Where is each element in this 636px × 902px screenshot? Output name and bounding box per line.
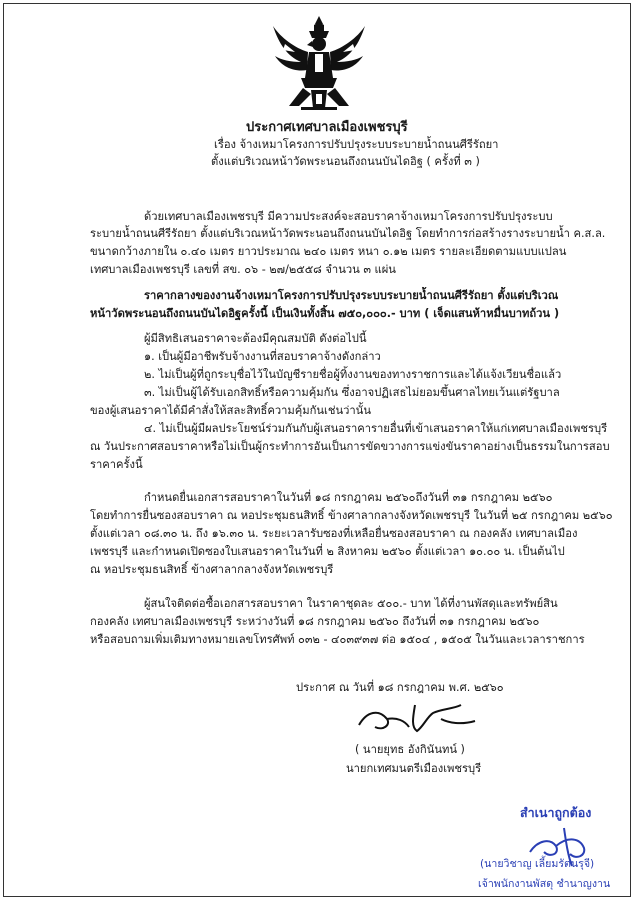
qualification-line: ๓. ไม่เป็นผู้ได้รับเอกสิทธิ์หรือความคุ้มกัน ซึ่งอาจปฏิเสธไม่ยอมขึ้นศาลไทยเว้นแต่รัฐบาล	[144, 386, 560, 399]
median-price-line: ราคากลางของงานจ้างเหมาโครงการปรับปรุงระบบระบายน้ำถนนศีรีรัถยา ตั้งแต่บริเวณ	[144, 289, 559, 302]
purchase-line: หรือสอบถามเพิ่มเติมทางหมายเลขโทรศัพท์ ๐๓๒ - ๔๐๓๙๓๗ ต่อ ๑๕๐๔ , ๑๕๐๕ ในวันและเวลาราชการ	[90, 633, 585, 646]
subject-line: ตั้งแต่บริเวณหน้าวัดพระนอนถึงถนนบันไดอิฐ ( ครั้งที่ ๓ )	[211, 155, 480, 168]
qualification-line: ณ วันประกาศสอบราคาหรือไม่เป็นผู้กระทำการอันเป็นการขัดขวางการแข่งขันราคาอย่างเป็นธรรมในการสอบ	[90, 440, 610, 453]
certifier-name: (นายวิชาญ เลี้ยมรัตนรุจี)	[480, 858, 595, 870]
certified-copy-title: สำเนาถูกต้อง	[520, 805, 592, 820]
signer-name: ( นายยุทธ อังกินันทน์ )	[355, 743, 465, 756]
signer-position: นายกเทศมนตรีเมืองเพชรบุรี	[346, 762, 482, 775]
body-line: ระบายน้ำถนนศีรีรัถยา ตั้งแต่บริเวณหน้าวัดพระนอนถึงถนนบันไดอิฐ โดยทำการก่อสร้างรางระบายน้ำ ค.ส.ล.	[90, 227, 606, 240]
qualification-line: ๔. ไม่เป็นผู้มีผลประโยชน์ร่วมกันกับผู้เสนอราคารายอื่นที่เข้าเสนอราคาให้แก่เทศบาลเมืองเพชรบุรี	[144, 422, 608, 435]
median-price-line: หน้าวัดพระนอนถึงถนนบันไดอิฐครั้งนี้ เป็นเงินทั้งสิ้น ๗๕๐,๐๐๐.- บาท ( เจ็ดแสนห้าหมื่นบาทถ้วน )	[90, 307, 560, 320]
schedule-line: ณ หอประชุมธนสิทธิ์ ข้างศาลากลางจังหวัดเพชรบุรี	[90, 563, 334, 576]
qualification-line: ราคาครั้งนี้	[90, 458, 143, 471]
schedule-line: เพชรบุรี และกำหนดเปิดซองใบเสนอราคาในวันที่ ๒ สิงหาคม ๒๕๖๐ ตั้งแต่เวลา ๑๐.๐๐ น. เป็นต้นไป	[90, 545, 565, 558]
schedule-line: ตั้งแต่เวลา ๐๘.๓๐ น. ถึง ๑๖.๓๐ น. ระยะเวลารับซองที่เหลือยื่นซองสอบราคา ณ กองคลัง เทศบาลเมือง	[90, 527, 578, 540]
qualification-line: ผู้มีสิทธิเสนอราคาจะต้องมีคุณสมบัติ ดังต่อไปนี้	[144, 332, 367, 345]
schedule-line: กำหนดยื่นเอกสารสอบราคาในวันที่ ๑๘ กรกฎาคม ๒๕๖๐ถึงวันที่ ๓๑ กรกฎาคม ๒๕๖๐	[144, 491, 553, 504]
certifier-position: เจ้าพนักงานพัสดุ ชำนาญงาน	[478, 878, 611, 890]
body-line: เทศบาลเมืองเพชรบุรี เลขที่ สข. ๐๖ - ๒๗/๒๕๕๘ จำนวน ๓ แผ่น	[90, 263, 396, 276]
body-line: ด้วยเทศบาลเมืองเพชรบุรี มีความประสงค์จะสอบราคาจ้างเหมาโครงการปรับปรุงระบบ	[144, 210, 553, 223]
qualification-line: ๒. ไม่เป็นผู้ที่ถูกระบุชื่อไว้ในบัญชีรายชื่อผู้ทิ้งงานของทางราชการและได้แจ้งเวียนชื่อแล้ว	[144, 368, 562, 381]
schedule-line: โดยทำการยื่นซองสอบราคา ณ หอประชุมธนสิทธิ์ ข้างศาลากลางจังหวัดเพชรบุรี ในวันที่ ๒๕ กรกฎาคม ๒๕๖๐	[90, 509, 613, 522]
purchase-line: กองคลัง เทศบาลเมืองเพชรบุรี ระหว่างวันที่ ๑๘ กรกฎาคม ๒๕๖๐ ถึงวันที่ ๓๑ กรกฎาคม ๒๕๖๐	[90, 615, 540, 628]
qualification-line: ๑. เป็นผู้มีอาชีพรับจ้างงานที่สอบราคาจ้างดังกล่าว	[144, 350, 381, 363]
subject-line: เรื่อง จ้างเหมาโครงการปรับปรุงระบบระบายน้ำถนนศีรีรัถยา	[214, 138, 499, 151]
announcement-date: ประกาศ ณ วันที่ ๑๘ กรกฎาคม พ.ศ. ๒๕๖๐	[296, 681, 504, 694]
announcement-title: ประกาศเทศบาลเมืองเพชรบุรี	[246, 120, 408, 135]
garuda-emblem	[271, 14, 367, 112]
purchase-line: ผู้สนใจติดต่อซื้อเอกสารสอบราคา ในราคาชุดละ ๕๐๐.- บาท ได้ที่งานพัสดุและทรัพย์สิน	[144, 597, 558, 610]
qualification-line: ของผู้เสนอราคาได้มีคำสั่งให้สละสิทธิ์ความคุ้มกันเช่นว่านั้น	[90, 404, 371, 417]
mayor-signature	[357, 697, 487, 737]
body-line: ขนาดกว้างภายใน ๐.๔๐ เมตร ยาวประมาณ ๒๔๐ เมตร หนา ๐.๑๒ เมตร รายละเอียดตามแบบแปลน	[90, 245, 567, 258]
